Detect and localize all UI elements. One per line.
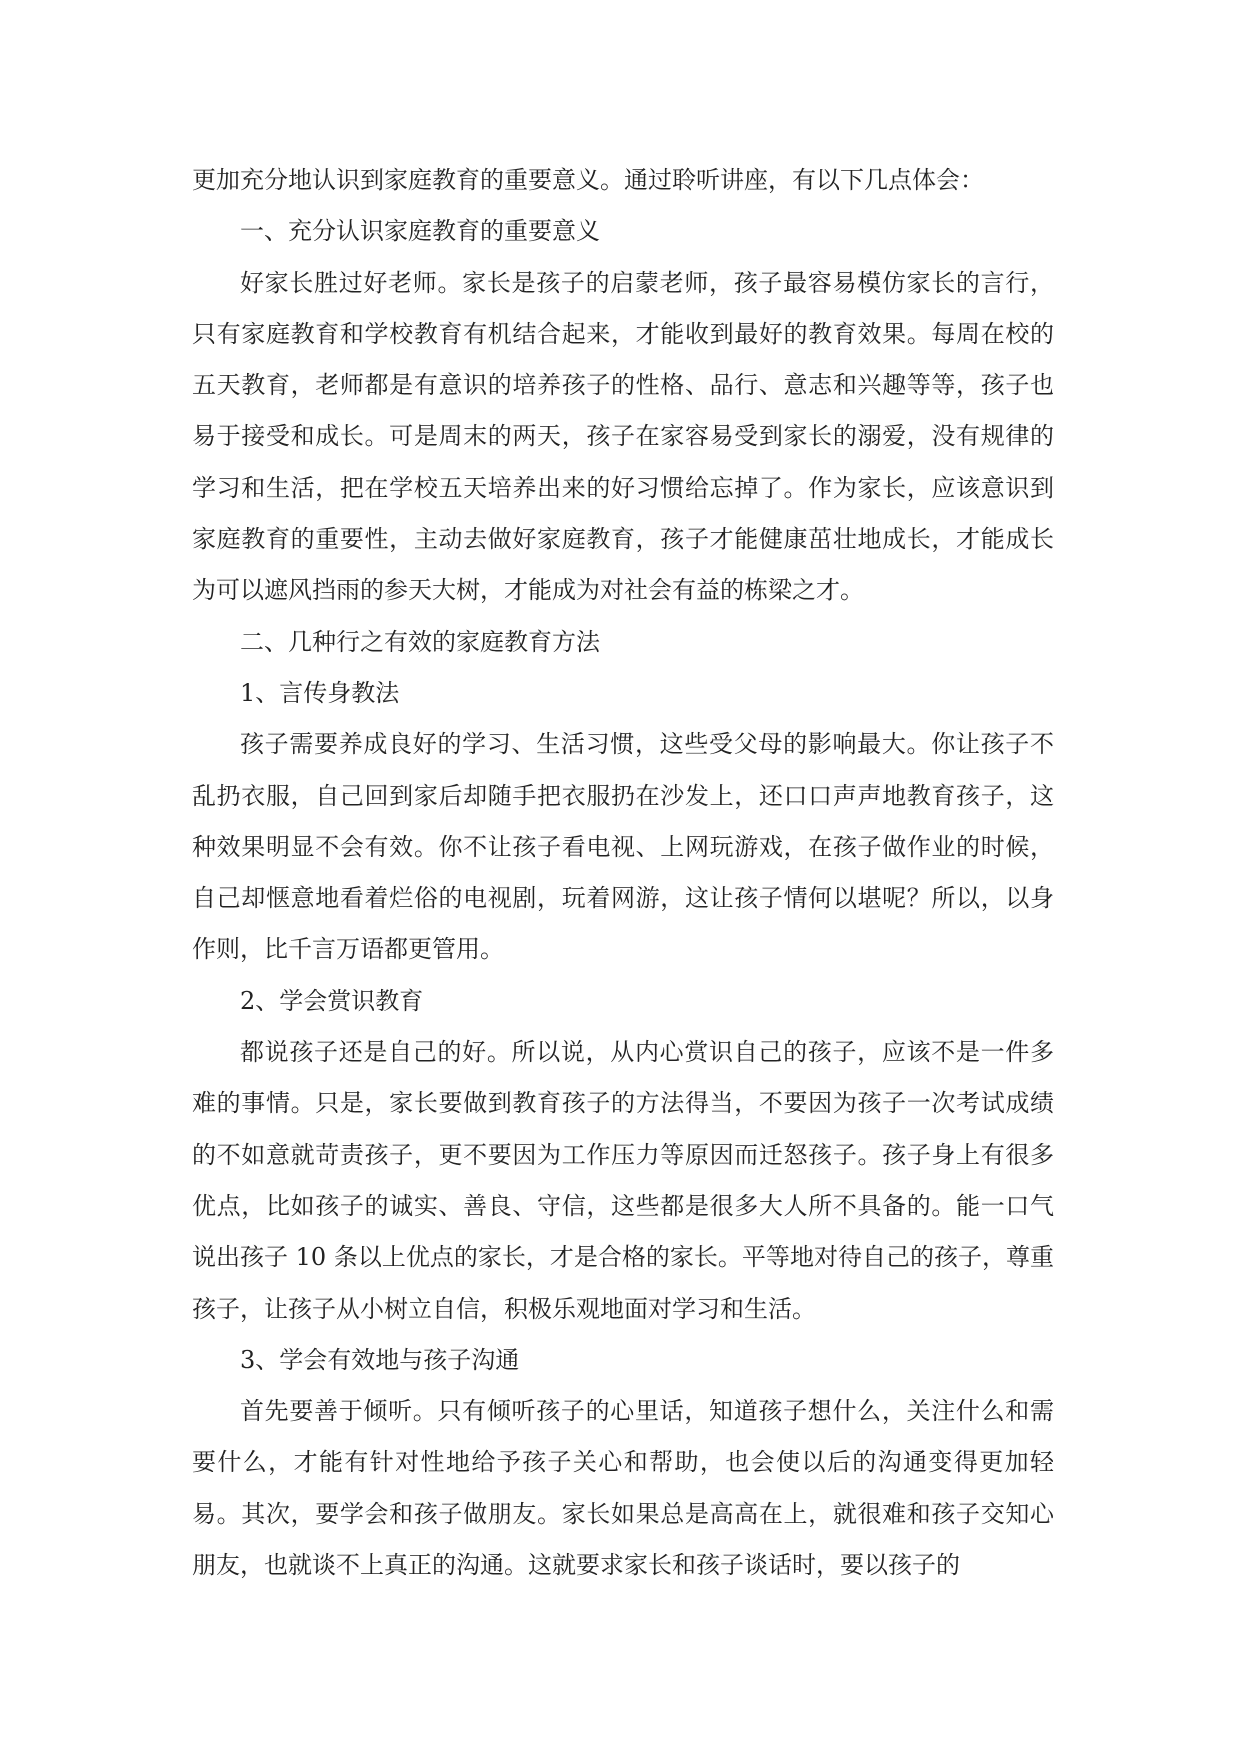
document-body xyxy=(192,155,1054,1591)
heading-section-2: 二、几种行之有效的家庭教育方法 xyxy=(240,627,600,656)
heading-method-2: 2、学会赏识教育 xyxy=(240,986,424,1015)
paragraph-method-2: 都说孩子还是自己的好。所以说，从内心赏识自己的孩子，应该不是一件多难的事情。只是，家长要做到教育孩子的方法得当，不要因为孩子一次考试成绩的不如意就苛责孩子，更不要因为工作压力等原因而迁怒孩子。孩子身上有很多优点，比如孩子的诚实、善良、守信，这些都是很多大人所不具备的。能一口气说出孩子 10 条以上优点的家长，才是合格的家长。平等地对待自己的孩子，尊重孩子，让孩子从小树立自信，积极乐观地面对学习和生活。 xyxy=(192,1038,1054,1323)
heading-section-1: 一、充分认识家庭教育的重要意义 xyxy=(240,217,600,246)
paragraph-method-3: 首先要善于倾听。只有倾听孩子的心里话，知道孩子想什么，关注什么和需要什么，才能有针对性地给予孩子关心和帮助，也会使以后的沟通变得更加轻易。其次，要学会和孩子做朋友。家长如果总是高高在上，就很难和孩子交知心朋友，也就谈不上真正的沟通。这就要求家长和孩子谈话时，要以孩子的 xyxy=(192,1397,1054,1580)
paragraph-intro: 更加充分地认识到家庭教育的重要意义。通过聆听讲座，有以下几点体会： xyxy=(192,166,984,194)
paragraph-method-1: 孩子需要养成良好的学习、生活习惯，这些受父母的影响最大。你让孩子不乱扔衣服，自己回到家后却随手把衣服扔在沙发上，还口口声声地教育孩子，这种效果明显不会有效。你不让孩子看电视、上网玩游戏，在孩子做作业的时候，自己却惬意地看着烂俗的电视剧，玩着网游，这让孩子情何以堪呢？所以，以身作则，比千言万语都更管用。 xyxy=(192,730,1054,964)
heading-method-3: 3、学会有效地与孩子沟通 xyxy=(240,1345,520,1374)
paragraph-section-1: 好家长胜过好老师。家长是孩子的启蒙老师，孩子最容易模仿家长的言行，只有家庭教育和学校教育有机结合起来，才能收到最好的教育效果。每周在校的五天教育，老师都是有意识的培养孩子的性格、品行、意志和兴趣等等，孩子也易于接受和成长。可是周末的两天，孩子在家容易受到家长的溺爱，没有规律的学习和生活，把在学校五天培养出来的好习惯给忘掉了。作为家长，应该意识到家庭教育的重要性，主动去做好家庭教育，孩子才能健康茁壮地成长，才能成长为可以遮风挡雨的参天大树，才能成为对社会有益的栋梁之才。 xyxy=(192,268,1054,605)
heading-method-1: 1、言传身教法 xyxy=(240,678,400,707)
